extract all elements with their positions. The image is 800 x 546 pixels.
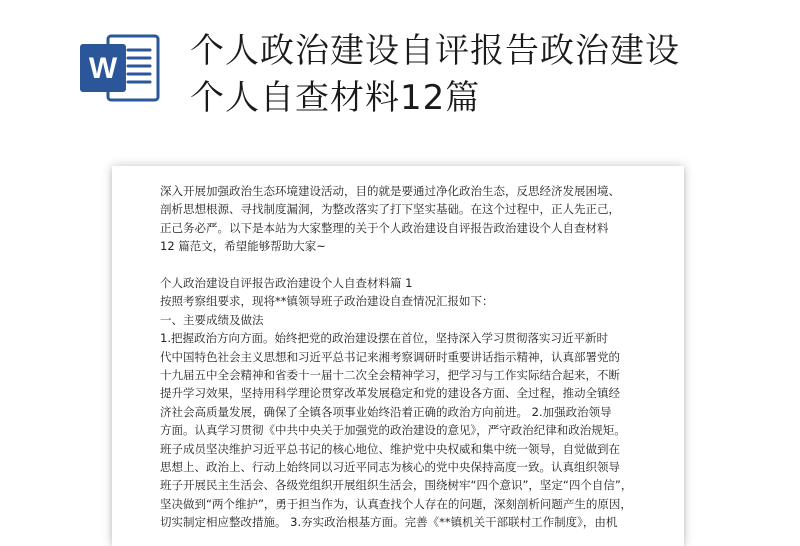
text-line: 十九届五中全会精神和省委十一届十二次全会精神学习，把学习与工作实际结合起来，不断 [160, 368, 620, 383]
text-line: 提升学习效果，坚持用科学理论贯穿改革发展稳定和党的建设各方面、全过程，推动全镇经 [160, 386, 620, 401]
title-line-1: 个人政治建设自评报告政治建设 [190, 31, 680, 71]
word-document-icon [78, 30, 162, 106]
svg-text:W: W [88, 52, 118, 85]
title-line-2: 个人自查材料12篇 [190, 78, 481, 118]
intro-paragraph [160, 182, 654, 256]
text-line: 代中国特色社会主义思想和习近平总书记来湘考察调研时重要讲话指示精神，认真部署党的 [160, 349, 620, 364]
document-title [190, 28, 770, 122]
text-line: 正己务必严。以下是本站为大家整理的关于个人政治建设自评报告政治建设个人自查材料 [160, 220, 609, 235]
text-line: 方面。认真学习贯彻《中共中央关于加强党的政治建设的意见》，严守政治纪律和政治规矩。 [160, 423, 626, 438]
text-line: 按照考察组要求，现将**镇领导班子政治建设自查情况汇报如下： [160, 294, 494, 309]
text-line: 一、主要成绩及做法 [160, 312, 264, 327]
text-line: 剖析思想根源、寻找制度漏洞，为整改落实了打下坚实基础。在这个过程中，正人先正己， [160, 202, 620, 217]
text-line: 班子开展民主生活会、各级党组织开展组织生活会，围绕树牢“四个意识”，坚定“四个自信”， [160, 478, 633, 493]
document-body [160, 182, 654, 532]
text-line: 坚决做到“两个维护”，勇于担当作为，认真查找个人存在的问题，深刻剖析问题产生的原因， [160, 496, 632, 511]
text-line: 深入开展加强政治生态环境建设活动，目的就是要通过净化政治生态，反思经济发展困境、 [160, 184, 620, 198]
text-line: 切实制定相应整改措施。 3.夯实政治根基方面。完善《**镇机关干部联村工作制度》，由机 [160, 515, 618, 530]
text-line: 思想上、政治上、行动上始终同以习近平同志为核心的党中央保持高度一致。认真组织领导 [160, 460, 620, 475]
header [0, 0, 800, 150]
main-text [160, 274, 654, 532]
text-line: 1.把握政治方向方面。始终把党的政治建设摆在首位，坚持深入学习贯彻落实习近平新时 [160, 331, 608, 346]
document-page [112, 166, 684, 546]
text-line: 济社会高质量发展，确保了全镇各项事业始终沿着正确的政治方向前进。 2.加强政治领导 [160, 404, 612, 419]
text-line: 个人政治建设自评报告政治建设个人自查材料篇 1 [160, 276, 413, 291]
text-line: 班子成员坚决维护习近平总书记的核心地位、维护党中央权威和集中统一领导，自觉做到在 [160, 441, 620, 456]
text-line: 12 篇范文，希望能够帮助大家~ [160, 239, 326, 254]
paragraph-spacer [160, 256, 654, 274]
